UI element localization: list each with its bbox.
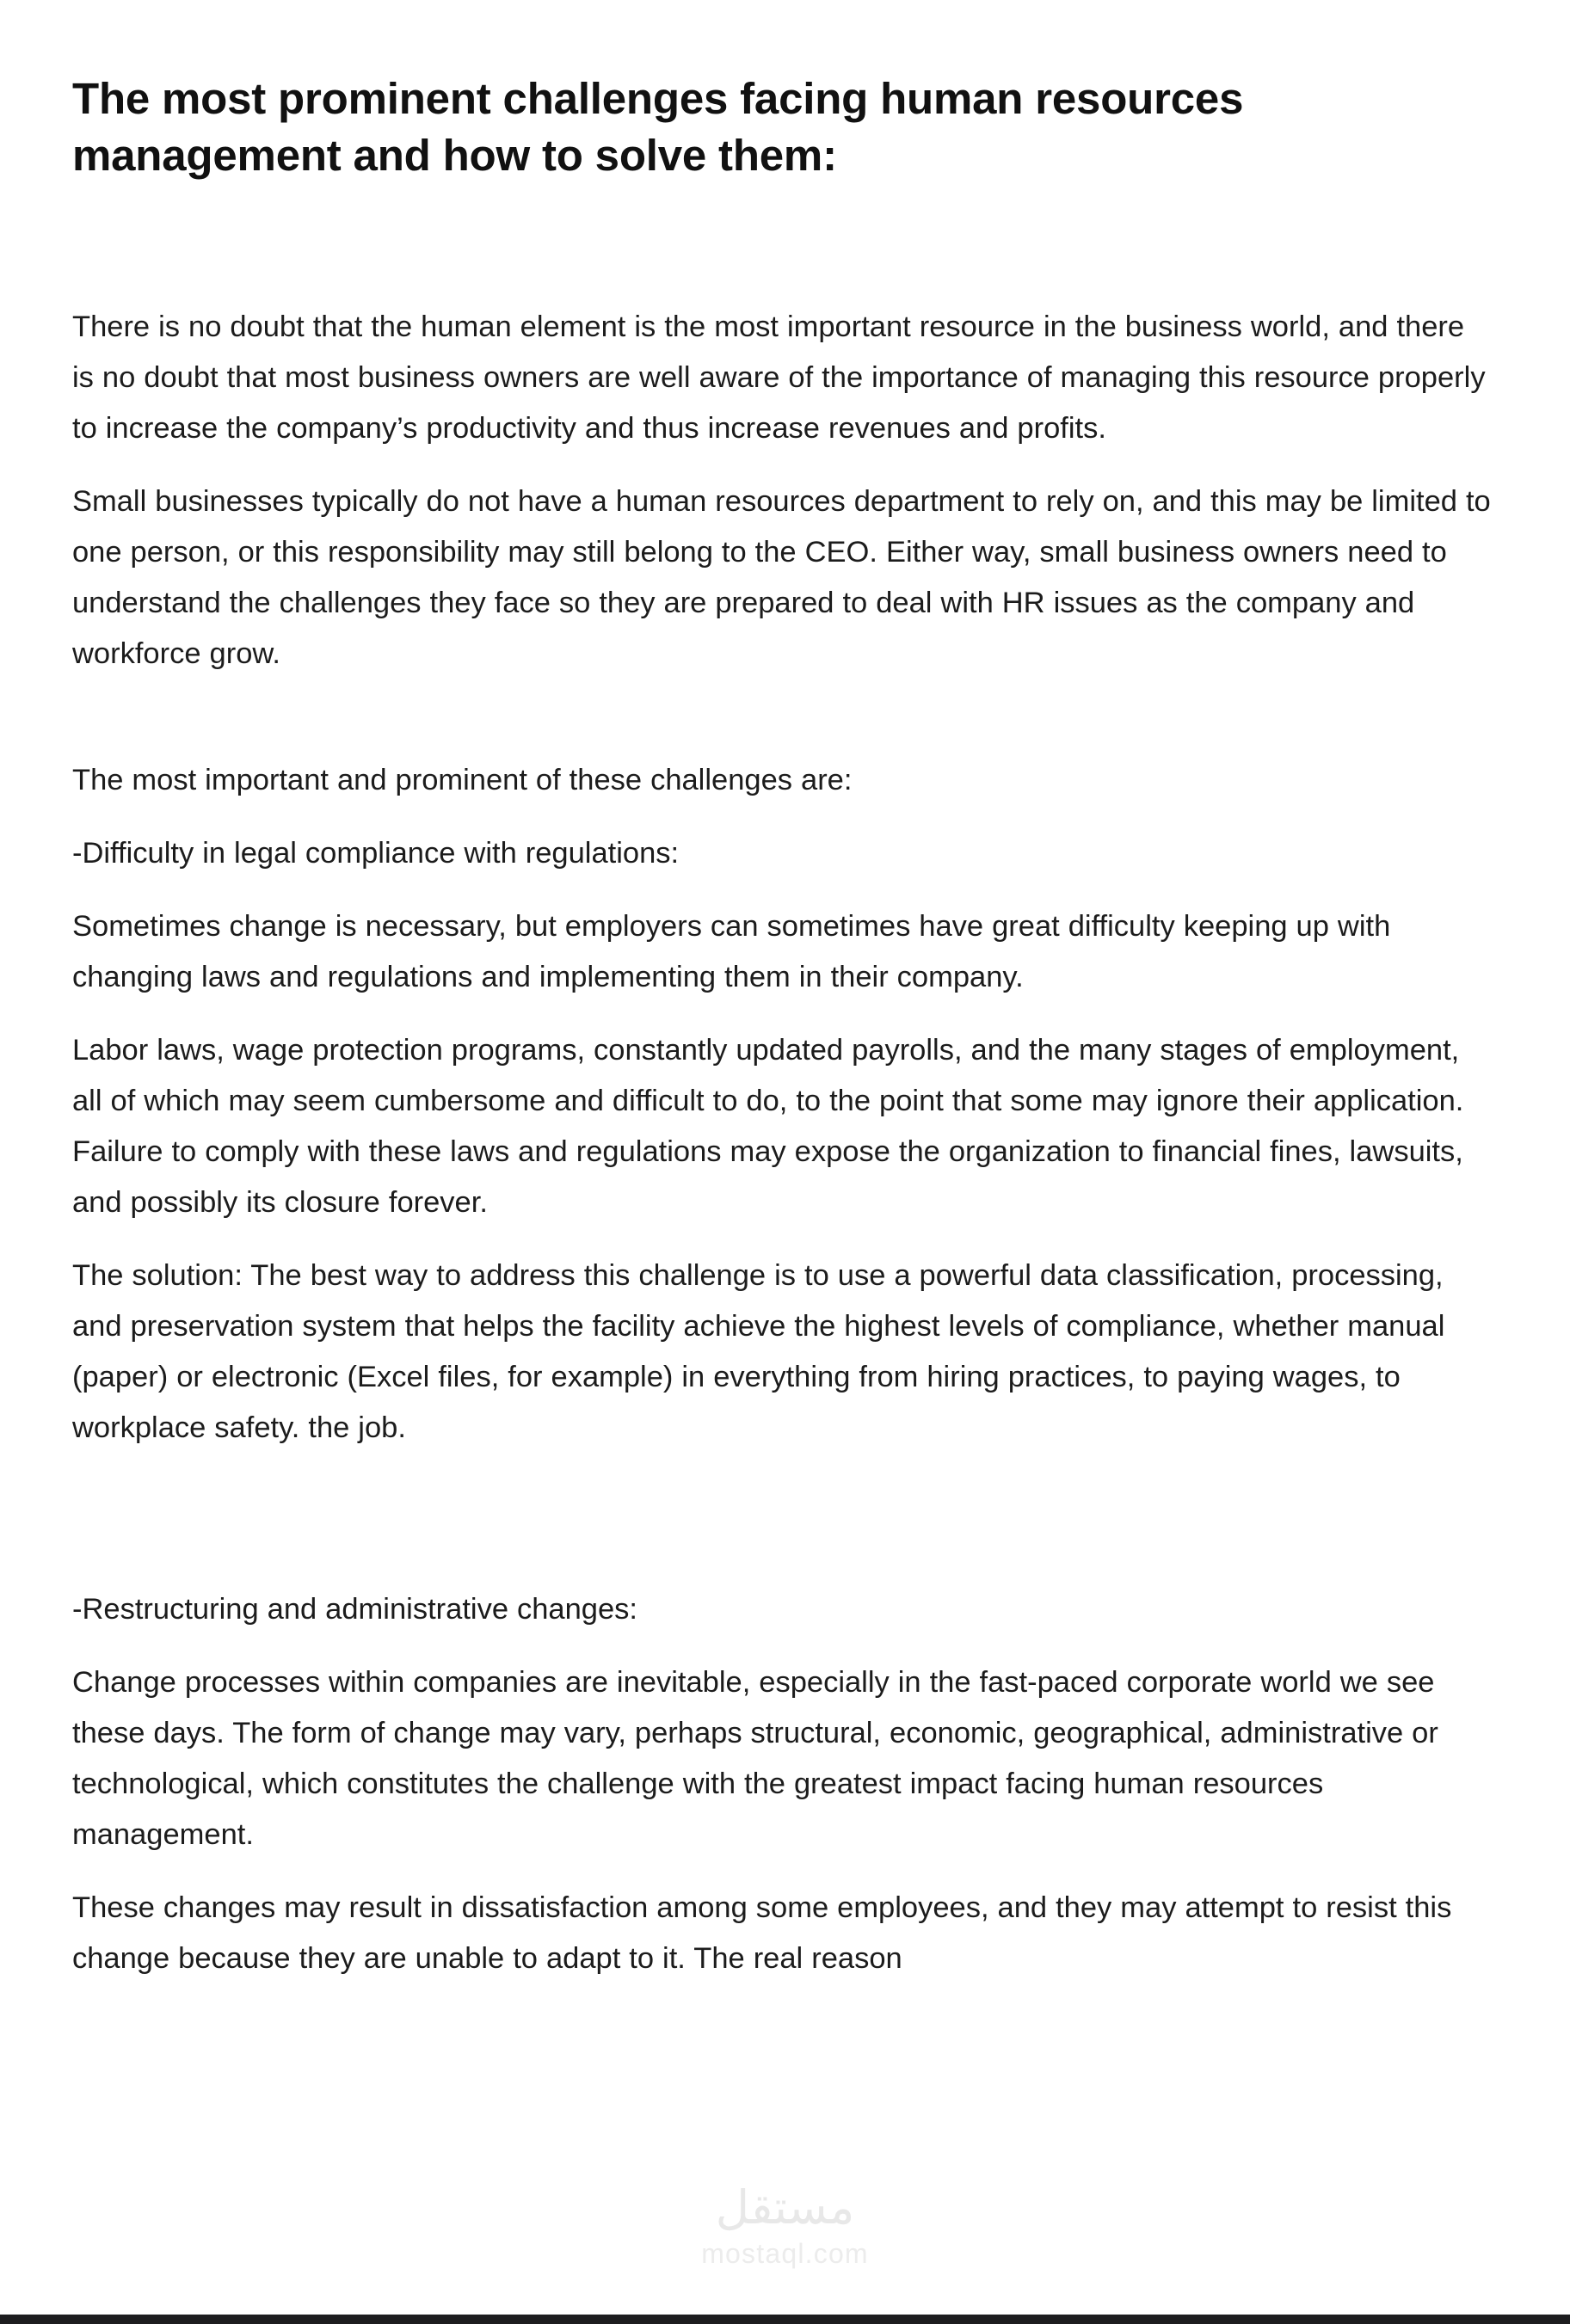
paragraph-legal-solution: The solution: The best way to address this challenge is to use a powerful data classification, processing, and preservation system that helps the facility achieve the highest levels of compliance, whether manual (paper) or electronic (Excel files, for example) in everything from hiring practices, to paying wages, to workplace safety. the job.: [72, 1258, 1445, 1444]
bottom-strip: [0, 2315, 1570, 2324]
watermark-domain-text: mostaql.com: [701, 2238, 869, 2269]
paragraph-legal-2: Labor laws, wage protection programs, constantly updated payrolls, and the many stages of employment, all of which may seem cumbersome and difficult to do, to the point that some may ignore their application. Failure to comply with these laws and regulations may expose the organization to financial fines, lawsuits, and possibly its closure forever.: [72, 1033, 1464, 1219]
paragraph-spacer: [72, 879, 1492, 901]
heading-legal-compliance: -Difficulty in legal compliance with regulations:: [72, 836, 680, 870]
paragraph-restructuring-2: These changes may result in dissatisfaction among some employees, and they may attempt to resist this change because they are unable to adapt to it. The real reason: [72, 1891, 1452, 1975]
watermark-logo-arabic: مستقل: [715, 2180, 855, 2235]
page-title: The most prominent challenges facing human resources management and how to solve them:: [72, 74, 1244, 181]
heading-restructuring: -Restructuring and administrative changes:: [72, 1592, 638, 1626]
title-spacer: [72, 185, 1492, 302]
paragraph-restructuring-1: Change processes within companies are inevitable, especially in the fast-paced corporate world we see these days. The form of change may vary, perhaps structural, economic, geographical, administrative or technological, which constitutes the challenge with the greatest impact facing human resources management.: [72, 1665, 1438, 1851]
paragraph-spacer: [72, 1228, 1492, 1251]
paragraph-spacer: [72, 1003, 1492, 1025]
block-spacer: [72, 679, 1492, 755]
paragraph-challenges-lead: The most important and prominent of these challenges are:: [72, 763, 853, 796]
paragraph-spacer: [72, 454, 1492, 476]
paragraph-legal-1: Sometimes change is necessary, but employers can sometimes have great difficulty keeping up with changing laws and regulations and implementing them in their company.: [72, 909, 1391, 993]
paragraph-spacer: [72, 1860, 1492, 1883]
paragraph-spacer: [72, 806, 1492, 828]
document-body: [72, 0, 1492, 1984]
paragraph-spacer: [72, 1635, 1492, 1657]
paragraph-intro-2: Small businesses typically do not have a human resources department to rely on, and this may be limited to one person, or this responsibility may still belong to the CEO. Either way, small business owners need to understand the challenges they face so they are prepared to deal with HR issues as the company and workforce grow.: [72, 484, 1491, 670]
section-spacer: [72, 1454, 1492, 1584]
paragraph-intro-1: There is no doubt that the human element is the most important resource in the business world, and there is no doubt that most business owners are well aware of the importance of managing this resource properly to increase the company’s productivity and thus increase revenues and profits.: [72, 310, 1486, 445]
watermark: [0, 2180, 1570, 2269]
